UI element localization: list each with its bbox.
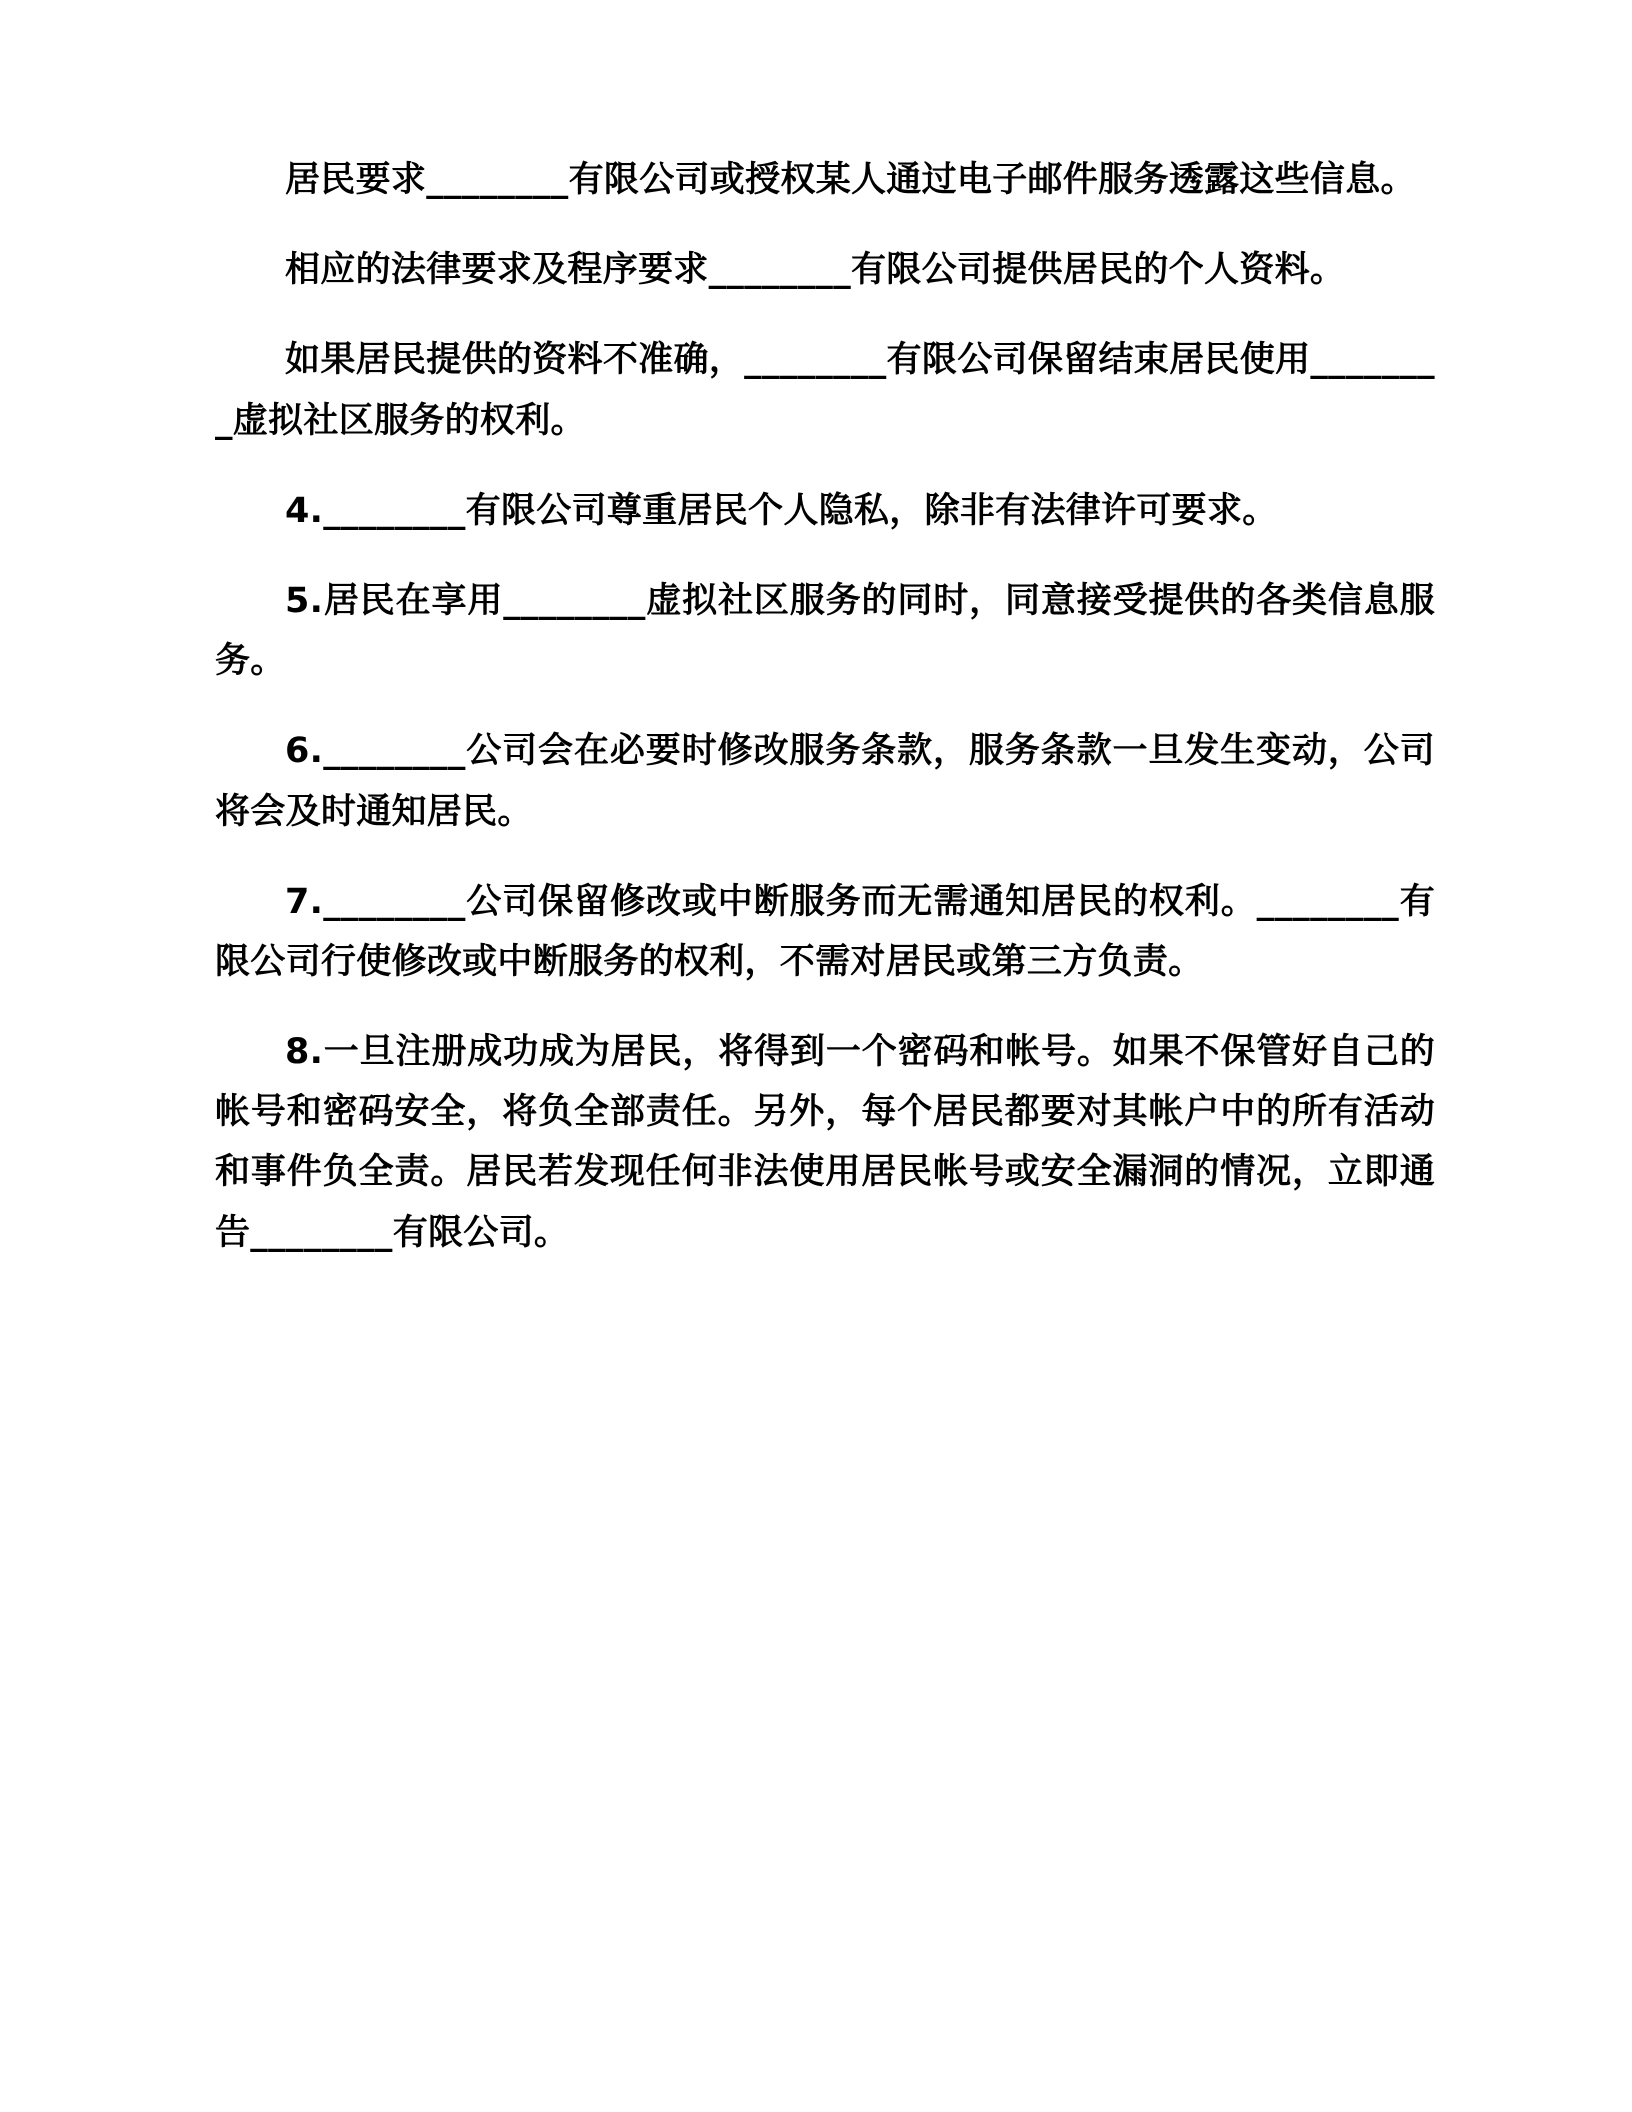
paragraph: 4.________有限公司尊重居民个人隐私，除非有法律许可要求。 bbox=[285, 490, 1278, 531]
paragraph: 如果居民提供的资料不准确，________有限公司保留结束居民使用________虚拟社区服务的权利。 bbox=[215, 340, 1435, 441]
paragraph: 6.________公司会在必要时修改服务条款，服务条款一旦发生变动，公司将会及时通知居民。 bbox=[215, 731, 1435, 832]
document-body bbox=[215, 150, 1435, 1263]
paragraph: 7.________公司保留修改或中断服务而无需通知居民的权利。________有限公司行使修改或中断服务的权利，不需对居民或第三方负责。 bbox=[215, 881, 1435, 982]
paragraph: 居民要求________有限公司或授权某人通过电子邮件服务透露这些信息。 bbox=[285, 160, 1416, 200]
paragraph: 5.居民在享用________虚拟社区服务的同时，同意接受提供的各类信息服务。 bbox=[215, 580, 1435, 682]
paragraph: 相应的法律要求及程序要求________有限公司提供居民的个人资料。 bbox=[285, 250, 1346, 291]
paragraph: 8.一旦注册成功成为居民，将得到一个密码和帐号。如果不保管好自己的帐号和密码安全，将负全部责任。另外，每个居民都要对其帐户中的所有活动和事件负全责。居民若发现任何非法使用居民帐号或安全漏洞的情况，立即通告________有限公司。 bbox=[215, 1032, 1435, 1253]
